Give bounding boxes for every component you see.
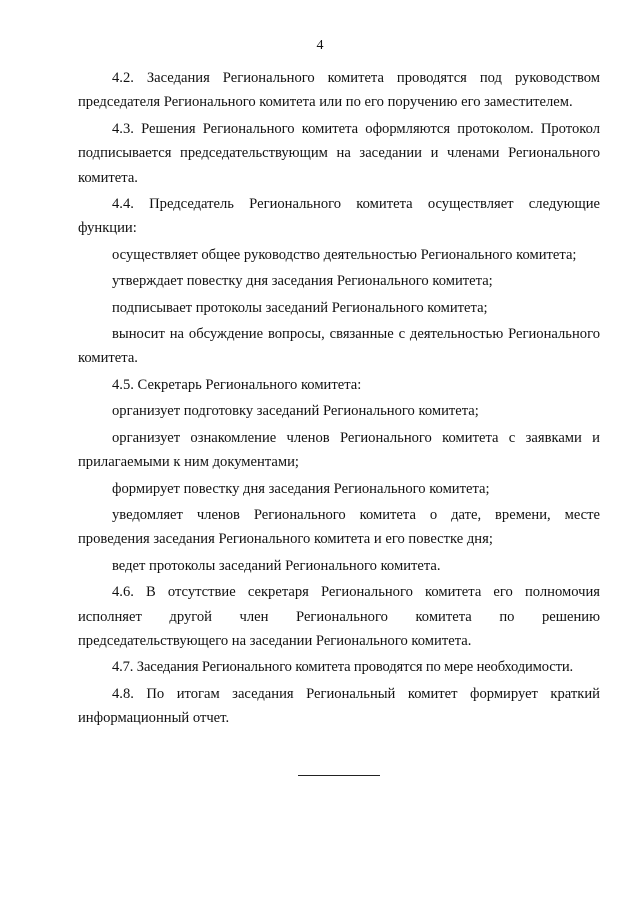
paragraph-4-3: 4.3. Решения Регионального комитета оформляются протоколом. Протокол подписывается председательствующим на заседании и членами Регионального комитета. <box>78 120 600 186</box>
paragraph-4-8: 4.8. По итогам заседания Региональный комитет формирует краткий информационный отчет. <box>78 685 600 727</box>
paragraph-4-7: 4.7. Заседания Регионального комитета проводятся по мере необходимости. <box>112 659 573 676</box>
function-item: подписывает протоколы заседаний Регионального комитета; <box>112 299 488 316</box>
document-body <box>78 66 600 733</box>
function-item: утверждает повестку дня заседания Регионального комитета; <box>112 273 493 290</box>
closing-rule <box>298 775 380 776</box>
secretary-duty-item: ведет протоколы заседаний Регионального комитета. <box>112 557 441 574</box>
paragraph-4-6: 4.6. В отсутствие секретаря Регионального комитета его полномочия исполняет другой член Регионального комитета по решению председательствующего на заседании Регионального комитета. <box>78 584 600 649</box>
function-item: выносит на обсуждение вопросы, связанные с деятельностью Регионального комитета. <box>78 326 600 367</box>
paragraph-4-5: 4.5. Секретарь Регионального комитета: <box>112 376 362 393</box>
function-item: осуществляет общее руководство деятельностью Регионального комитета; <box>112 246 577 263</box>
secretary-duty-item: формирует повестку дня заседания Регионального комитета; <box>112 480 490 497</box>
secretary-duty-item: организует подготовку заседаний Регионального комитета; <box>112 403 479 420</box>
secretary-duty-item: уведомляет членов Регионального комитета о дате, времени, месте проведения заседания Регионального комитета и его повестке дня; <box>78 506 600 548</box>
page-number: 4 <box>316 38 324 53</box>
paragraph-4-4: 4.4. Председатель Регионального комитета осуществляет следующие функции: <box>78 196 600 237</box>
paragraph-4-2: 4.2. Заседания Регионального комитета проводятся под руководством председателя Регионального комитета или по его поручению его заместителем. <box>78 70 600 111</box>
secretary-duty-item: организует ознакомление членов Регионального комитета с заявками и прилагаемыми к ним документами; <box>78 429 600 471</box>
